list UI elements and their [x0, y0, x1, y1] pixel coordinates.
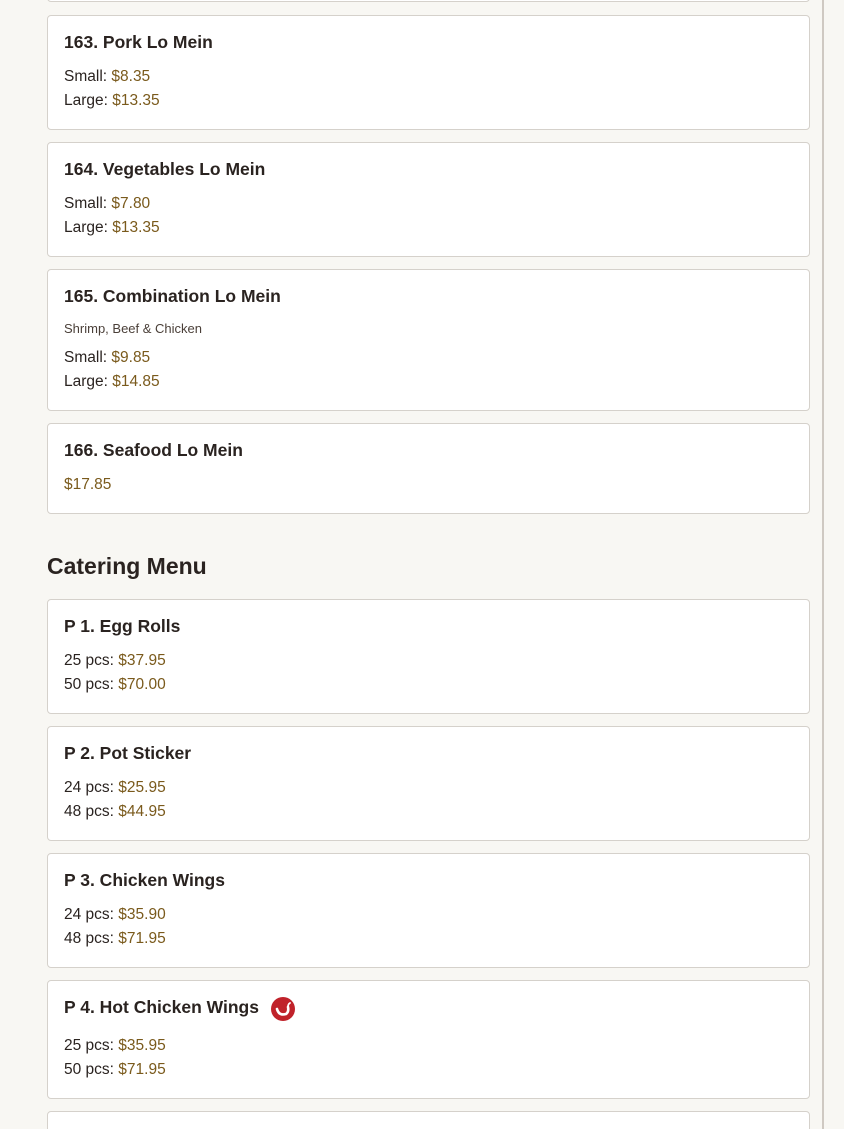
price-value: $35.95	[118, 1037, 166, 1054]
size-label: 24 pcs:	[64, 906, 114, 923]
price-value: $14.85	[112, 373, 160, 390]
size-label: 50 pcs:	[64, 676, 114, 693]
price-line	[64, 779, 166, 797]
menu-item-title: 165. Combination Lo Mein	[64, 286, 281, 306]
size-label: Large:	[64, 92, 108, 109]
price-value: $17.85	[64, 476, 112, 493]
size-label: Large:	[64, 219, 108, 236]
size-label: 25 pcs:	[64, 652, 114, 669]
price-value: $25.95	[118, 779, 166, 796]
menu-item-title: 163. Pork Lo Mein	[64, 32, 213, 52]
price-value: $71.95	[118, 1061, 166, 1078]
menu-item-title: 166. Seafood Lo Mein	[64, 440, 243, 460]
price-value: $44.95	[118, 803, 166, 820]
menu-item-card	[47, 853, 810, 968]
menu-item-card	[47, 726, 810, 841]
price-line	[64, 1061, 166, 1079]
price-value: $37.95	[118, 652, 166, 669]
price-value: $13.35	[112, 92, 160, 109]
size-label: 50 pcs:	[64, 1061, 114, 1078]
size-label: 48 pcs:	[64, 803, 114, 820]
size-label: 24 pcs:	[64, 779, 114, 796]
price-value: $13.35	[112, 219, 160, 236]
price-line	[64, 373, 160, 391]
price-line	[64, 652, 166, 670]
section-heading: Catering Menu	[47, 553, 207, 579]
price-line	[64, 676, 166, 694]
price-value: $7.80	[111, 195, 151, 212]
menu-item-card-partial	[47, 1111, 810, 1129]
size-label: Small:	[64, 195, 108, 212]
price-line	[64, 349, 150, 367]
price-line	[64, 930, 166, 948]
menu-item-title: P 4. Hot Chicken Wings	[64, 997, 259, 1017]
content-right-border	[822, 0, 824, 1129]
menu-item-title: P 3. Chicken Wings	[64, 870, 225, 890]
price-line	[64, 68, 150, 86]
price-line	[64, 195, 150, 213]
price-value: $70.00	[118, 676, 166, 693]
menu-item-card	[47, 269, 810, 411]
menu-item-title: P 2. Pot Sticker	[64, 743, 192, 763]
spicy-pepper-icon	[271, 997, 295, 1021]
price-line	[64, 219, 160, 237]
price-value: $71.95	[118, 930, 166, 947]
size-label: 48 pcs:	[64, 930, 114, 947]
price-value: $35.90	[118, 906, 166, 923]
size-label: Small:	[64, 349, 108, 366]
price-line	[64, 1037, 166, 1055]
menu-item-card	[47, 599, 810, 714]
menu-item-title: 164. Vegetables Lo Mein	[64, 159, 266, 179]
price-value: $8.35	[111, 68, 151, 85]
size-label: Small:	[64, 68, 108, 85]
menu-item-card-partial	[47, 0, 810, 2]
menu-item-card	[47, 423, 810, 514]
size-label: Large:	[64, 373, 108, 390]
menu-item-card	[47, 980, 810, 1099]
price-value: $9.85	[111, 349, 151, 366]
price-line	[64, 92, 160, 110]
menu-item-card	[47, 142, 810, 257]
size-label: 25 pcs:	[64, 1037, 114, 1054]
price-line	[64, 803, 166, 821]
menu-item-description: Shrimp, Beef & Chicken	[64, 321, 203, 336]
price-line	[64, 906, 166, 924]
menu-item-title: P 1. Egg Rolls	[64, 616, 181, 636]
menu-item-card	[47, 15, 810, 130]
